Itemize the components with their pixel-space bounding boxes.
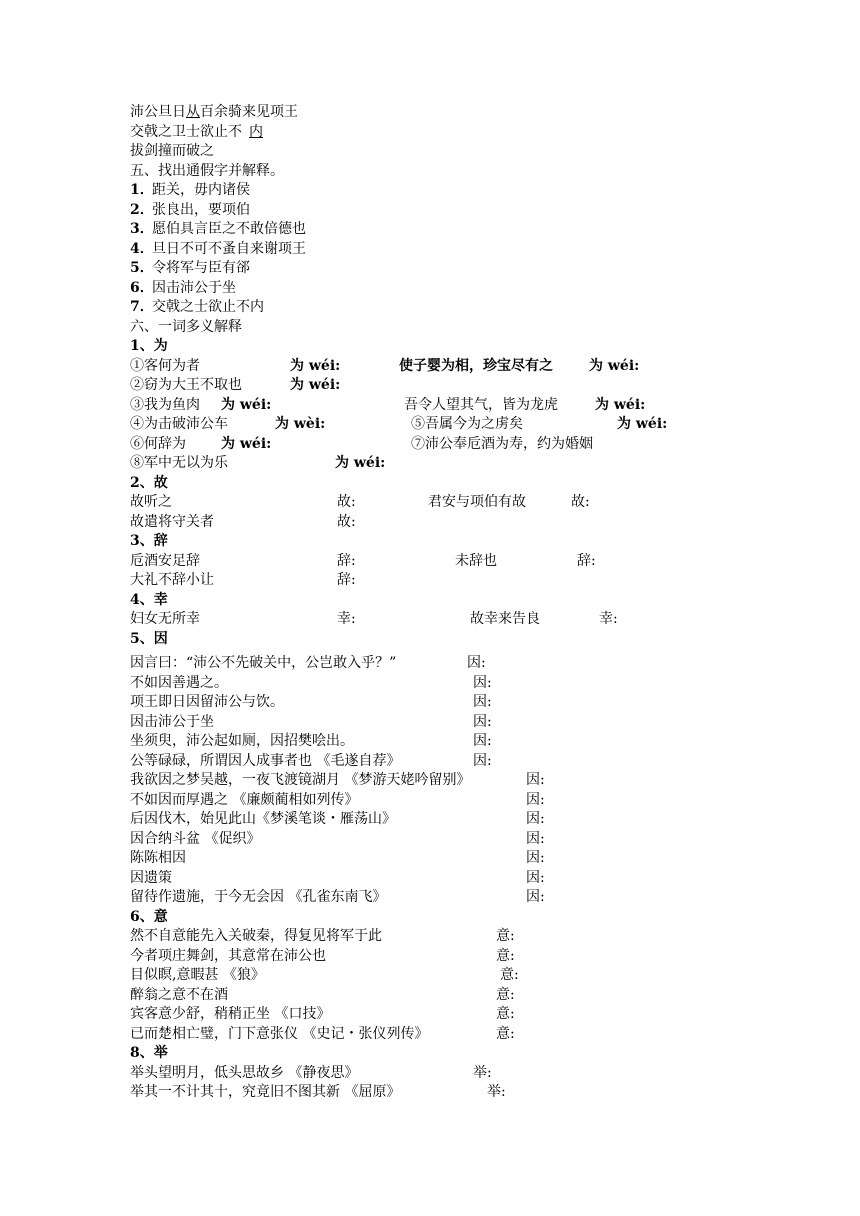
item-number: 6． — [130, 280, 154, 296]
item-number: 4． — [130, 241, 154, 257]
answer-label: 因: — [473, 753, 492, 769]
underlined-char: 内 — [249, 124, 263, 140]
example-sentence: 今者项庄舞剑，其意常在沛公也 — [130, 948, 326, 964]
answer-label: 意: — [496, 948, 515, 964]
example-sentence: 公等碌碌，所谓因人成事者也 《毛遂自荐》 — [130, 753, 401, 769]
item-text: 交戟之士欲止不内 — [152, 299, 264, 315]
answer-label: 为 wéi: — [221, 436, 272, 452]
example-sentence: 卮酒安足辞 — [130, 553, 200, 569]
answer-label: 为 wéi: — [589, 358, 640, 374]
answer-label: 幸: — [337, 611, 356, 627]
example-sentence: 项王即日因留沛公与饮。 — [130, 694, 284, 710]
section-title-text: 六、一词多义解释 — [130, 319, 242, 335]
word-heading-text: 3、辞 — [130, 533, 168, 549]
example-sentence: 吾令人望其气，皆为龙虎 — [404, 397, 558, 413]
word-heading-text: 8、举 — [130, 1045, 168, 1061]
answer-label: 因: — [473, 694, 492, 710]
example-sentence: 因遗策 — [130, 870, 172, 886]
example-sentence: 君安与项伯有故 — [428, 494, 526, 510]
answer-label: 因: — [526, 870, 545, 886]
example-sentence: 后因伐木，始见此山《梦溪笔谈・雁荡山》 — [130, 811, 396, 827]
example-sentence: ④为击破沛公车 — [130, 416, 228, 432]
answer-label: 为 wéi: — [617, 416, 668, 432]
example-sentence: 故幸来告良 — [470, 611, 540, 627]
example-sentence: 因合纳斗盆 《促织》 — [130, 831, 261, 847]
answer-label: 举: — [487, 1084, 506, 1100]
example-sentence: 留待作遗施，于今无会因 《孔雀东南飞》 — [130, 889, 387, 905]
word-heading-text: 5、因 — [130, 631, 168, 647]
item-number: 7． — [130, 299, 154, 315]
answer-label: 因: — [473, 714, 492, 730]
example-sentence: 醉翁之意不在酒 — [130, 987, 228, 1003]
answer-label: 因: — [526, 792, 545, 808]
example-sentence: 坐须臾，沛公起如厕，因招樊哙出。 — [130, 733, 354, 749]
example-sentence: ⑧军中无以为乐 — [130, 455, 228, 471]
example-sentence: 使子婴为相，珍宝尽有之 — [399, 358, 553, 374]
answer-label: 幸: — [599, 611, 618, 627]
example-sentence: 不如因而厚遇之 《廉颇蔺相如列传》 — [130, 792, 359, 808]
example-sentence: ②窃为大王不取也 — [130, 377, 242, 393]
answer-label: 意: — [496, 987, 515, 1003]
answer-label: 为 wéi: — [290, 358, 341, 374]
answer-label: 为 wéi: — [290, 377, 341, 393]
answer-label: 故: — [571, 494, 590, 510]
example-sentence: ⑥何辞为 — [130, 436, 186, 452]
item-number: 3． — [130, 221, 154, 237]
example-sentence: 妇女无所幸 — [130, 611, 200, 627]
answer-label: 意: — [496, 1026, 515, 1042]
answer-label: 意: — [496, 928, 515, 944]
item-text: 距关，毋内诸侯 — [152, 182, 250, 198]
line-text: 拔剑撞而破之 — [130, 143, 214, 159]
answer-label: 因: — [526, 850, 545, 866]
answer-label: 为 wèi: — [275, 416, 326, 432]
answer-label: 故: — [337, 494, 356, 510]
example-sentence: 不如因善遇之。 — [130, 675, 228, 691]
example-sentence: 举其一不计其十，究竟旧不图其新 《屈原》 — [130, 1084, 401, 1100]
example-sentence: 未辞也 — [455, 553, 497, 569]
answer-label: 为 wéi: — [335, 455, 386, 471]
example-sentence: 因言曰：“沛公不先破关中，公岂敢入乎？” — [130, 655, 397, 671]
word-heading-text: 2、故 — [130, 475, 168, 491]
item-text: 张良出，要项伯 — [152, 202, 250, 218]
example-sentence: 陈陈相因 — [130, 850, 186, 866]
item-number: 5． — [130, 260, 154, 276]
example-sentence: ③我为鱼肉 — [130, 397, 200, 413]
example-sentence: 目似瞑,意暇甚 《狼》 — [130, 967, 265, 983]
item-text: 因击沛公于坐 — [152, 280, 236, 296]
answer-label: 辞: — [337, 572, 356, 588]
line-text: 交戟之卫士欲止不 — [130, 124, 242, 140]
answer-label: 因: — [473, 675, 492, 691]
item-number: 2． — [130, 202, 154, 218]
underlined-char: 从 — [186, 104, 200, 120]
answer-label: 为 wéi: — [221, 397, 272, 413]
answer-label: 因: — [473, 733, 492, 749]
answer-label: 因: — [526, 889, 545, 905]
example-sentence: ①客何为者 — [130, 358, 200, 374]
answer-label: 因: — [526, 772, 545, 788]
section-title-text: 五、找出通假字并解释。 — [130, 163, 284, 179]
example-sentence: 因击沛公于坐 — [130, 714, 214, 730]
word-heading-text: 4、幸 — [130, 592, 168, 608]
item-text: 旦日不可不蚤自来谢项王 — [152, 241, 306, 257]
example-sentence: 宾客意少舒，稍稍正坐 《口技》 — [130, 1006, 331, 1022]
line-text: 沛公旦日 — [130, 104, 186, 120]
example-sentence: 我欲因之梦吴越，一夜飞渡镜湖月 《梦游天姥吟留别》 — [130, 772, 471, 788]
answer-label: 辞: — [337, 553, 356, 569]
answer-label: 因: — [467, 655, 486, 671]
example-sentence: 大礼不辞小让 — [130, 572, 214, 588]
example-sentence: 已而楚相亡璧，门下意张仪 《史记・张仪列传》 — [130, 1026, 429, 1042]
line-text: 百余骑来见项王 — [200, 104, 298, 120]
word-heading-text: 1、为 — [130, 338, 168, 354]
example-sentence: ⑦沛公奉卮酒为寿，约为婚姻 — [411, 436, 593, 452]
answer-label: 因: — [526, 831, 545, 847]
answer-label: 为 wéi: — [595, 397, 646, 413]
example-sentence: 故听之 — [130, 494, 172, 510]
item-text: 愿伯具言臣之不敢倍德也 — [152, 221, 306, 237]
answer-label: 因: — [526, 811, 545, 827]
answer-label: 意: — [496, 1006, 515, 1022]
example-sentence: 然不自意能先入关破秦，得复见将军于此 — [130, 928, 382, 944]
item-number: 1． — [130, 182, 154, 198]
answer-label: 故: — [337, 514, 356, 530]
answer-label: 举: — [473, 1065, 492, 1081]
example-sentence: 故遣将守关者 — [130, 514, 214, 530]
answer-label: 辞: — [577, 553, 596, 569]
example-sentence: ⑤吾属今为之虏矣 — [411, 416, 523, 432]
word-heading-text: 6、意 — [130, 909, 168, 925]
example-sentence: 举头望明月，低头思故乡 《静夜思》 — [130, 1065, 359, 1081]
item-text: 令将军与臣有郤 — [152, 260, 250, 276]
answer-label: 意: — [500, 967, 519, 983]
